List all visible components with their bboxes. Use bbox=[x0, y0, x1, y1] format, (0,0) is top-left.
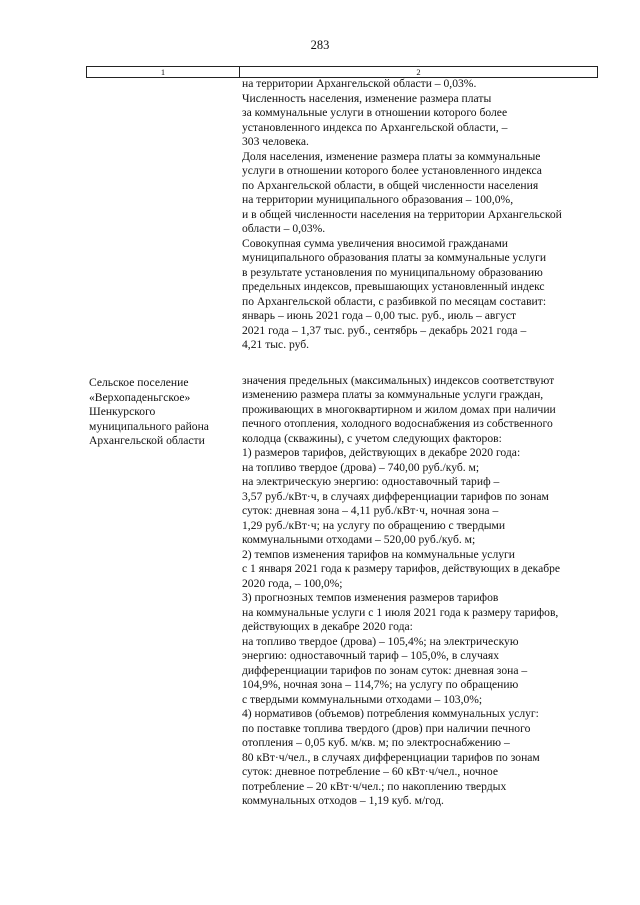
entity-name-line: муниципального района bbox=[89, 419, 209, 433]
text-line: на электрическую энергию: одноставочный тариф – bbox=[242, 475, 500, 488]
text-line: январь – июнь 2021 года – 0,00 тыс. руб., июль – август bbox=[242, 309, 517, 322]
text-line: Доля населения, изменение размера платы за коммунальные bbox=[242, 149, 541, 163]
page-number: 283 bbox=[310, 38, 330, 52]
text-line: на коммунальные услуги с 1 июля 2021 года к размеру тарифов, bbox=[242, 605, 559, 619]
text-line: на топливо твердое (дрова) – 740,00 руб./куб. м; bbox=[242, 460, 480, 474]
text-line: на территории муниципального образования – 100,0%, bbox=[242, 193, 514, 206]
text-line: с 1 января 2021 года к размеру тарифов, действующих в декабре bbox=[242, 562, 561, 575]
text-line: 80 кВт·ч/чел., в случаях дифференциации тарифов по зонам bbox=[242, 750, 540, 764]
text-line: Совокупная сумма увеличения вносимой гражданами bbox=[242, 236, 508, 250]
text-line: по Архангельской области, в общей численности населения bbox=[242, 178, 539, 192]
continuation-paragraph bbox=[242, 77, 597, 353]
description-column bbox=[242, 77, 597, 809]
text-line: по поставке топлива твердого (дров) при наличии печного bbox=[242, 721, 531, 735]
text-line: изменению размера платы за коммунальные услуги граждан, bbox=[242, 388, 544, 401]
text-line: суток: дневная зона – 4,11 руб./кВт·ч, ночная зона – bbox=[242, 504, 499, 517]
text-line: на территории Архангельской области – 0,03%. bbox=[242, 77, 477, 90]
entity-name-cell bbox=[89, 376, 239, 449]
entity-name-line: «Верхопаденьгское» bbox=[89, 390, 191, 404]
text-line: 303 человека. bbox=[242, 135, 309, 148]
text-line: 1) размеров тарифов, действующих в декабре 2020 года: bbox=[242, 446, 521, 459]
text-line: коммунальными отходами – 520,00 руб./куб. м; bbox=[242, 533, 476, 546]
text-line: и в общей численности населения на территории Архангельской bbox=[242, 207, 562, 221]
text-line: установленного индекса по Архангельской области, – bbox=[242, 120, 508, 134]
text-line: энергию: одноставочный тариф – 105,0%, в случаях bbox=[242, 649, 500, 662]
section-spacer bbox=[242, 353, 597, 374]
text-line: 4) нормативов (объемов) потребления коммунальных услуг: bbox=[242, 707, 539, 720]
text-line: печного отопления, холодного водоснабжения из собственного bbox=[242, 417, 553, 430]
text-line: за коммунальные услуги в отношении которого более bbox=[242, 106, 508, 119]
text-line: 2020 года, – 100,0%; bbox=[242, 576, 343, 590]
text-line: значения предельных (максимальных) индексов соответствуют bbox=[242, 373, 555, 387]
text-line: 2) темпов изменения тарифов на коммунальные услуги bbox=[242, 547, 515, 561]
text-line: Численность населения, изменение размера платы bbox=[242, 91, 492, 105]
entity-name-line: Сельское поселение bbox=[89, 376, 189, 389]
column-1-number: 1 bbox=[87, 67, 240, 77]
text-line: 3) прогнозных темпов изменения размеров тарифов bbox=[242, 591, 499, 604]
text-line: дифференциации тарифов по зонам суток: дневная зона – bbox=[242, 663, 528, 677]
text-line: колодца (скважины), с учетом следующих факторов: bbox=[242, 431, 502, 445]
text-line: проживающих в многоквартирном и жилом домах при наличии bbox=[242, 402, 556, 416]
text-line: области – 0,03%. bbox=[242, 222, 326, 235]
text-line: 4,21 тыс. руб. bbox=[242, 338, 310, 351]
text-line: на топливо твердое (дрова) – 105,4%; на электрическую bbox=[242, 634, 519, 648]
text-line: предельных индексов, превышающих установленный индекс bbox=[242, 280, 545, 293]
text-line: 3,57 руб./кВт·ч, в случаях дифференциации тарифов по зонам bbox=[242, 489, 549, 503]
text-line: действующих в декабре 2020 года: bbox=[242, 620, 413, 633]
text-line: с твердыми коммунальными отходами – 103,0%; bbox=[242, 692, 483, 706]
entity-name-line: Архангельской области bbox=[89, 434, 205, 447]
entity-name-line: Шенкурского bbox=[89, 405, 156, 418]
text-line: потребление – 20 кВт·ч/чел.; по накоплению твердых bbox=[242, 779, 507, 793]
text-line: услуги в отношении которого более установленного индекса bbox=[242, 164, 542, 177]
text-line: муниципального образования платы за коммунальные услуги bbox=[242, 251, 547, 264]
entity-description bbox=[242, 374, 597, 809]
text-line: 1,29 руб./кВт·ч; на услугу по обращению с твердыми bbox=[242, 518, 506, 532]
text-line: коммунальных отходов – 1,19 куб. м/год. bbox=[242, 794, 444, 807]
text-line: 2021 года – 1,37 тыс. руб., сентябрь – декабрь 2021 года – bbox=[242, 323, 527, 337]
column-2-number: 2 bbox=[416, 67, 421, 77]
text-line: 104,9%, ночная зона – 114,7%; на услугу по обращению bbox=[242, 678, 519, 691]
text-line: отопления – 0,05 куб. м/кв. м; по электроснабжению – bbox=[242, 736, 510, 749]
text-line: суток: дневное потребление – 60 кВт·ч/чел., ночное bbox=[242, 765, 498, 778]
text-line: в результате установления по муниципальному образованию bbox=[242, 265, 543, 279]
text-line: по Архангельской области, с разбивкой по месяцам составит: bbox=[242, 294, 547, 308]
